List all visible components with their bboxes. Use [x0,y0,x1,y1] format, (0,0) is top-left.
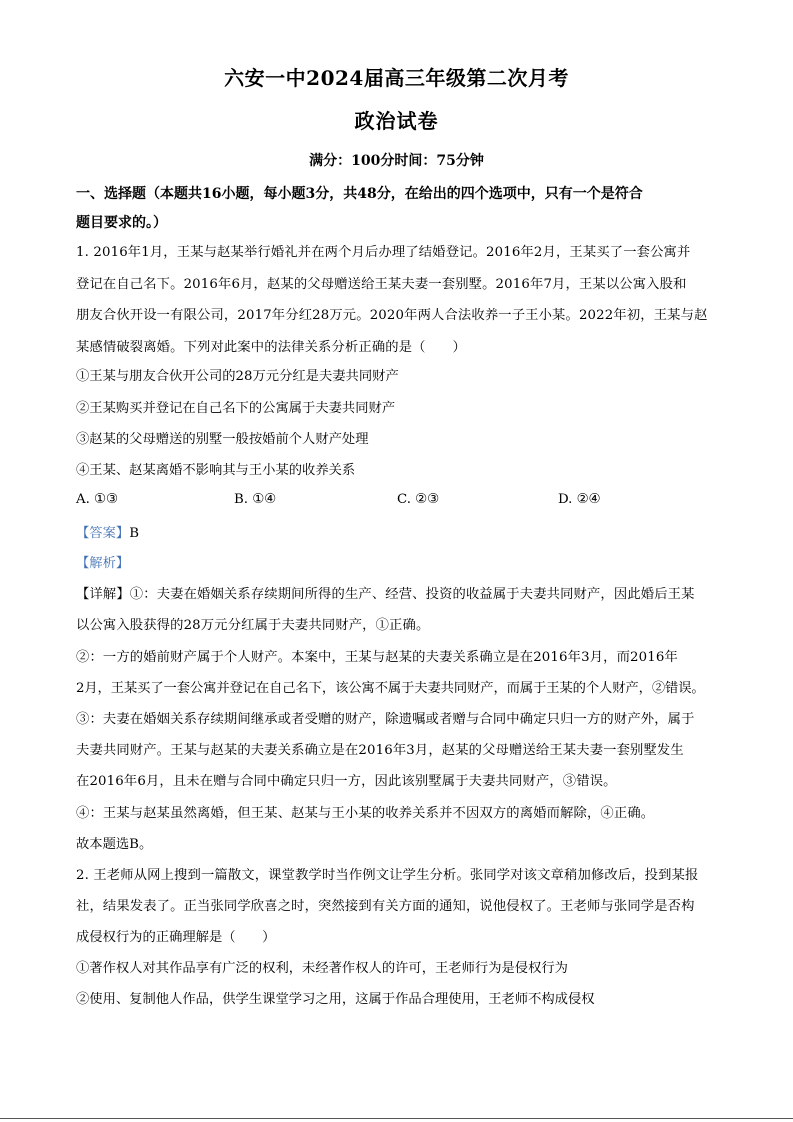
q1-detail-line [76,586,695,604]
detail-text: ①：夫妻在婚姻关系存续期间所得的生产、经营、投资的收益属于夫妻共同财产，因此婚后王某 [129,587,695,602]
q1-stem-line: 某感情破裂离婚。下列对此案中的法律关系分析正确的是（ ） [76,340,466,355]
q1-answer [76,525,139,543]
q1-statement: ①王某与朋友合伙开公司的28万元分红是夫妻共同财产 [76,369,399,384]
q1-option-a: A. ①③ [76,492,118,507]
q1-stem-line: 1. 2016年1月，王某与赵某举行婚礼并在两个月后办理了结婚登记。2016年2月，王某买了一套公寓并 [76,245,691,260]
q2-stem-line: 2. 王老师从网上搜到一篇散文，课堂教学时当作例文让学生分析。张同学对该文章稍加修改后，投到某报 [76,868,699,883]
q1-detail-line: 夫妻共同财产。王某与赵某的夫妻关系确立是在2016年3月，赵某的父母赠送给王某夫妻一套别墅发生 [76,743,684,758]
q1-option-d: D. ②④ [558,492,601,507]
q1-conclusion: 故本题选B。 [76,837,153,852]
exam-score-time: 满分：100分时间：75分钟 [309,153,484,169]
q2-statement: ①著作权人对其作品享有广泛的权利，未经著作权人的许可，王老师行为是侵权行为 [76,961,568,976]
q1-detail-line: 2月，王某买了一套公寓并登记在自己名下，该公寓不属于夫妻共同财产，而属于王某的个人财产，②错误。 [76,681,705,696]
exam-subject: 政治试卷 [354,109,439,133]
q1-option-c: C. ②③ [397,492,439,507]
section-heading-line-2: 题目要求的。） [76,215,167,231]
q1-analysis-label [76,555,129,573]
answer-value: B [129,526,139,541]
q1-stem-line: 朋友合伙开设一有限公司，2017年分红28万元。2020年两人合法收养一子王小某。2022年初，王某与赵 [76,308,708,323]
q1-detail-line: 在2016年6月，且未在赠与合同中确定只归一方，因此该别墅属于夫妻共同财产，③错误。 [76,774,617,789]
exam-title: 六安一中2024届高三年级第二次月考 [224,66,569,90]
q1-detail-line: 以公寓入股获得的28万元分红属于夫妻共同财产，①正确。 [76,618,430,633]
page-bottom-rule [0,1118,793,1119]
section-heading-line-1: 一、选择题（本题共16小题，每小题3分，共48分，在给出的四个选项中，只有一个是符合 [76,186,643,202]
analysis-tag: 【解析】 [76,556,130,571]
q1-statement: ②王某购买并登记在自己名下的公寓属于夫妻共同财产 [76,401,396,416]
q1-stem-line: 登记在自己名下。2016年6月，赵某的父母赠送给王某夫妻一套别墅。2016年7月，王某以公寓入股和 [76,277,687,292]
q1-statement: ③赵某的父母赠送的别墅一般按婚前个人财产处理 [76,432,369,447]
q2-stem-line: 成侵权行为的正确理解是（ ） [76,930,276,945]
q1-option-b: B. ①④ [234,492,277,507]
q2-stem-line: 社，结果发表了。正当张同学欣喜之时，突然接到有关方面的通知，说他侵权了。王老师与张同学是否构 [76,899,695,914]
answer-tag: 【答案】 [76,526,130,541]
q1-detail-line: ③：夫妻在婚姻关系存续期间继承或者受赠的财产，除遗嘱或者赠与合同中确定只归一方的财产外，属于 [76,712,695,727]
q1-statement: ④王某、赵某离婚不影响其与王小某的收养关系 [76,463,356,478]
q1-detail-line: ④：王某与赵某虽然离婚，但王某、赵某与王小某的收养关系并不因双方的离婚而解除，④正确。 [76,806,655,821]
detail-tag: 【详解】 [76,587,130,602]
q2-statement: ②使用、复制他人作品，供学生课堂学习之用，这属于作品合理使用，王老师不构成侵权 [76,992,595,1007]
section-heading [76,180,726,238]
q1-detail-line: ②：一方的婚前财产属于个人财产。本案中，王某与赵某的夫妻关系确立是在2016年3月，而2016年 [76,650,678,665]
